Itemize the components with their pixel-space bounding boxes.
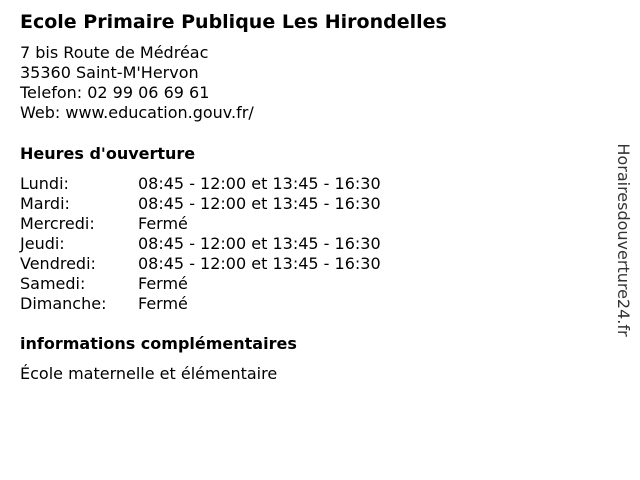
hours-row-saturday (20, 274, 381, 294)
address-city: 35360 Saint-M'Hervon (20, 63, 199, 82)
additional-info-heading: informations complémentaires (20, 334, 297, 353)
day-label: Lundi: (20, 174, 69, 193)
time-value: 08:45 - 12:00 et 13:45 - 16:30 (138, 174, 381, 193)
website-link[interactable]: Web: www.education.gouv.fr/ (20, 103, 254, 122)
phone-number: Telefon: 02 99 06 69 61 (20, 83, 210, 102)
hours-row-friday (20, 254, 381, 274)
site-watermark: Horairesdouverture24.fr (614, 143, 633, 337)
address-street: 7 bis Route de Médréac (20, 43, 209, 62)
additional-info-text: École maternelle et élémentaire (20, 364, 278, 383)
hours-row-thursday (20, 234, 381, 254)
day-label: Mardi: (20, 194, 70, 213)
day-label: Jeudi: (20, 234, 65, 253)
day-label: Samedi: (20, 274, 86, 293)
hours-row-tuesday (20, 194, 381, 214)
time-value: Fermé (138, 274, 188, 293)
opening-hours-table (20, 174, 381, 314)
hours-row-wednesday (20, 214, 381, 234)
day-label: Vendredi: (20, 254, 96, 273)
hours-row-monday (20, 174, 381, 194)
time-value: 08:45 - 12:00 et 13:45 - 16:30 (138, 194, 381, 213)
time-value: 08:45 - 12:00 et 13:45 - 16:30 (138, 234, 381, 253)
opening-hours-heading: Heures d'ouverture (20, 144, 196, 163)
day-label: Dimanche: (20, 294, 107, 313)
time-value: Fermé (138, 214, 188, 233)
time-value: 08:45 - 12:00 et 13:45 - 16:30 (138, 254, 381, 273)
time-value: Fermé (138, 294, 188, 313)
hours-row-sunday (20, 294, 381, 314)
address-block (20, 43, 254, 123)
day-label: Mercredi: (20, 214, 95, 233)
page-title: Ecole Primaire Publique Les Hirondelles (20, 11, 447, 33)
